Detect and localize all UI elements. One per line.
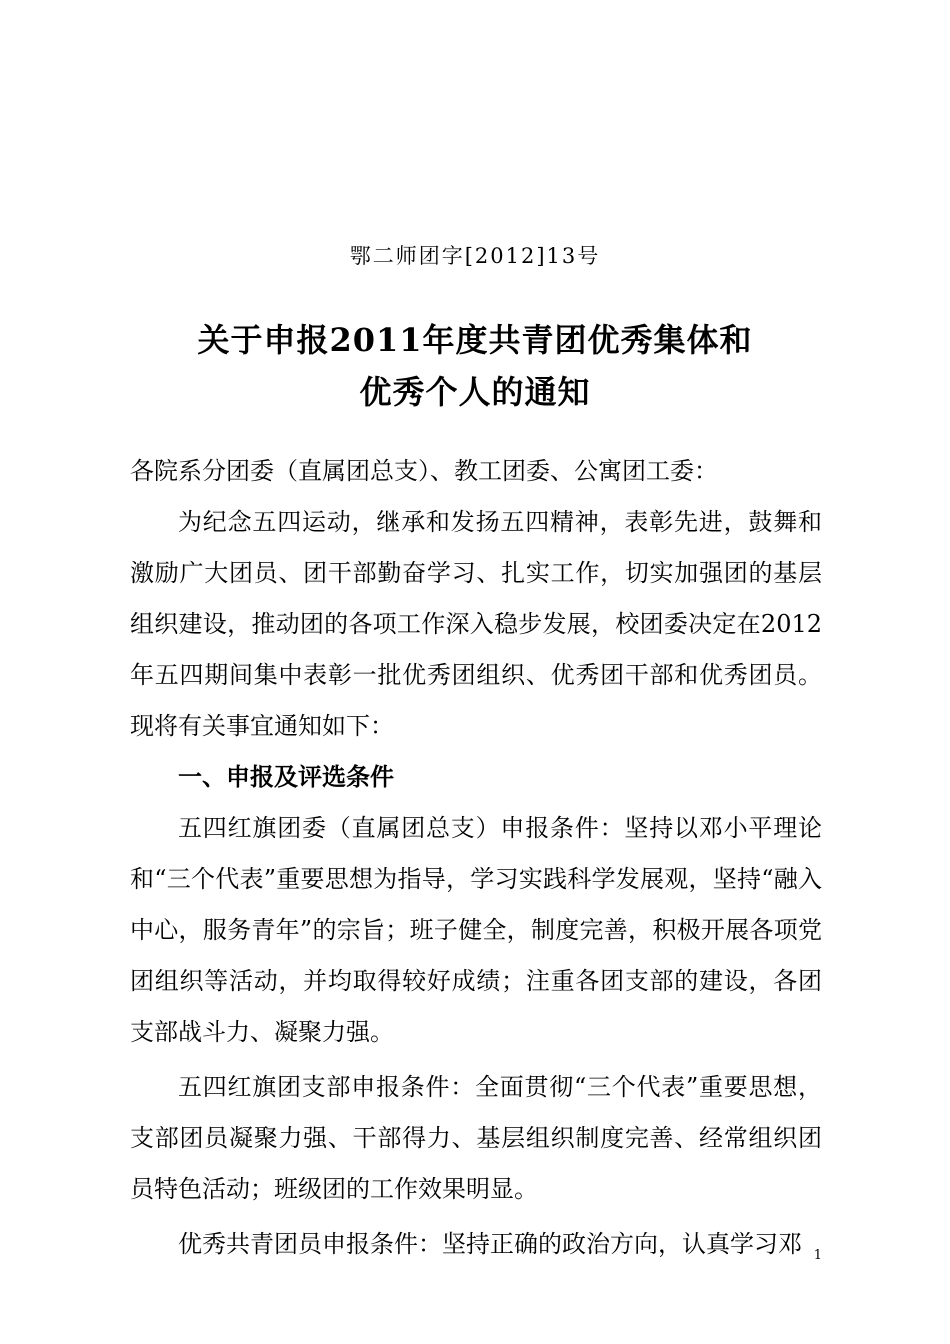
- paragraph-redflag-committee: 五四红旗团委（直属团总支）申报条件：坚持以邓小平理论和“三个代表”重要思想为指导，学习实践科学发展观，坚持“融入中心，服务青年”的宗旨；班子健全，制度完善，积极开展各项党团组织等活动，并均取得较好成绩；注重各团支部的建设，各团支部战斗力、凝聚力强。: [130, 814, 822, 1046]
- paragraph-excellent-member: 优秀共青团员申报条件：坚持正确的政治方向，认真学习邓: [178, 1230, 802, 1258]
- title-line-2: 优秀个人的通知: [359, 373, 591, 411]
- section-heading: 一、申报及评选条件: [178, 763, 394, 791]
- paragraph-redflag-branch: 五四红旗团支部申报条件：全面贯彻“三个代表”重要思想，支部团员凝聚力强、干部得力、基层组织制度完善、经常组织团员特色活动；班级团的工作效果明显。: [130, 1073, 822, 1203]
- intro-paragraph: 为纪念五四运动，继承和发扬五四精神，表彰先进，鼓舞和激励广大团员、团干部勤奋学习、扎实工作，切实加强团的基层组织建设，推动团的各项工作深入稳步发展，校团委决定在2012年五四期间集中表彰一批优秀团组织、优秀团干部和优秀团员。现将有关事宜通知如下：: [130, 508, 822, 740]
- salutation: 各院系分团委（直属团总支）、教工团委、公寓团工委：: [130, 457, 718, 485]
- title-line-1: 关于申报2011年度共青团优秀集体和: [197, 321, 753, 359]
- document-body: [130, 446, 822, 1270]
- document-title: [0, 314, 950, 418]
- doc-number: 鄂二师团字[2012]13号: [349, 244, 601, 268]
- page-number: 1: [813, 1248, 822, 1263]
